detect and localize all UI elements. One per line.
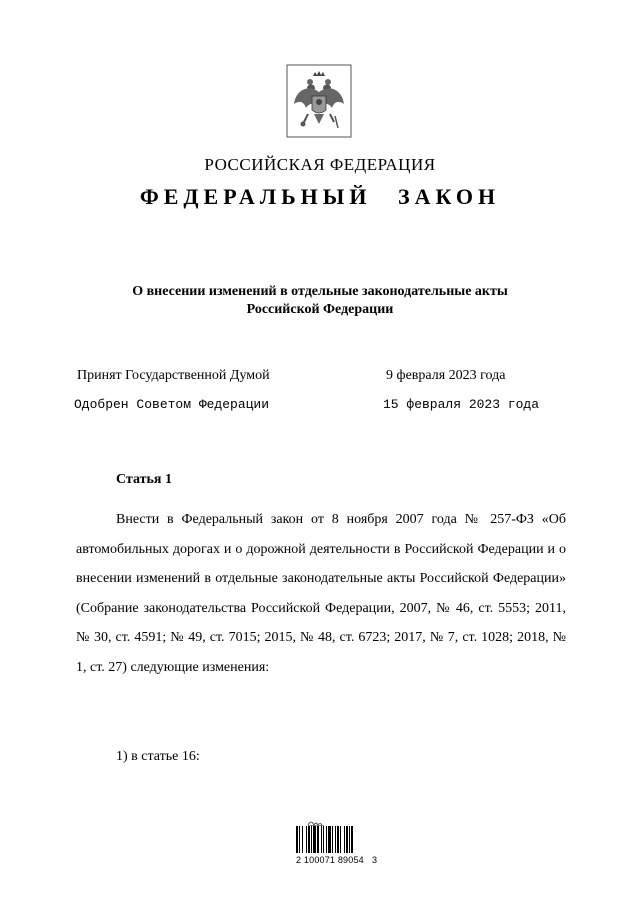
- duma-adoption-date: 9 февраля 2023 года: [386, 368, 506, 383]
- article-paragraph: Внести в Федеральный закон от 8 ноября 2007 года № 257-ФЗ «Об автомобильных дорогах и о дорожной деятельности в Российской Федерации и о внесении изменений в отдельные законодательные акты Российской Федерации» (Собрание законодательства Российской Федерации, 2007, № 46, ст. 5553; 2011, № 30, ст. 4591; № 49, ст. 7015; 2015, № 48, ст. 6723; 2017, № 7, ст. 1028; 2018, № 1, ст. 27) следующие изменения:: [76, 512, 566, 675]
- coat-of-arms-icon: [286, 64, 352, 138]
- article-body: [76, 505, 566, 682]
- council-approval-date: 15 февраля 2023 года: [383, 397, 540, 412]
- document-type: ФЕДЕРАЛЬНЫЙ ЗАКОН: [139, 184, 501, 209]
- duma-adoption-label: Принят Государственной Думой: [77, 368, 270, 383]
- article-item-1: 1) в статье 16:: [116, 749, 200, 764]
- barcode-icon: [296, 826, 374, 853]
- country-name: РОССИЙСКАЯ ФЕДЕРАЦИЯ: [204, 155, 436, 174]
- council-approval-label: Одобрен Советом Федерации: [74, 397, 270, 412]
- barcode-header-mark: [296, 818, 376, 826]
- article-heading: Статья 1: [116, 472, 172, 487]
- law-title-line-2: Российской Федерации: [246, 302, 394, 317]
- barcode-number: 2 100071 89054 3: [296, 855, 378, 865]
- law-title: [60, 283, 580, 319]
- law-title-line-1: О внесении изменений в отдельные законодательные акты: [132, 284, 508, 299]
